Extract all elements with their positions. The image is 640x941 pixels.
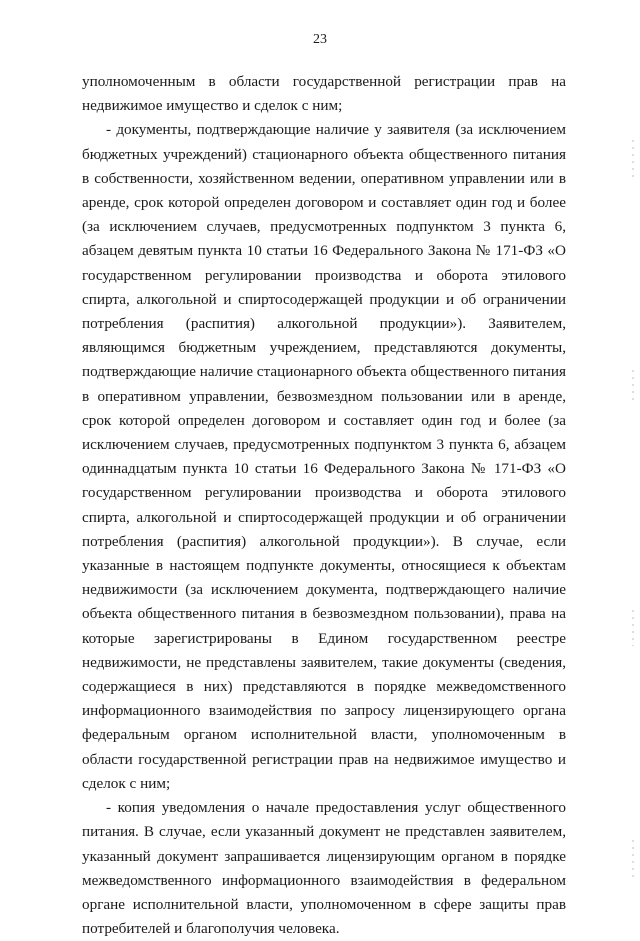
paragraph-continuation: уполномоченным в области государственной регистрации прав на недвижимое имущество и сделок с ним;	[82, 73, 566, 115]
paragraph-documents-list-item: - документы, подтверждающие наличие у заявителя (за исключением бюджетных учреждений) стационарного объекта общественного питания в собственности, хозяйственном ведении, оперативном управлении или в аренде, срок которой определен договором и составляет один год и более (за исключением случаев, предусмотренных подпунктом 3 пункта 6, абзацем девятым пункта 10 статьи 16 Федерального Закона № 171-ФЗ «О государственном регулировании производства и оборота этилового спирта, алкогольной и спиртосодержащей продукции и об ограничении потребления (распития) алкогольной продукции»). Заявителем, являющимся бюджетным учреждением, представляются документы, подтверждающие наличие стационарного объекта общественного питания в оперативном управлении, безвозмездном пользовании или в аренде, срок которой определен договором и составляет один год и более (за исключением случаев, предусмотренных подпунктом 3 пункта 6, абзацем одиннадцатым пункта 10 статьи 16 Федерального Закона № 171-ФЗ «О государственном регулировании производства и оборота этилового спирта, алкогольной и спиртосодержащей продукции и об ограничении потребления (распития) алкогольной продукции»). В случае, если указанные в настоящем подпункте документы, относящиеся к объектам недвижимости (за исключением документа, подтверждающего наличие объекта общественного питания в безвозмездном пользовании), права на которые зарегистрированы в Едином государственном реестре недвижимости, не представлены заявителем, такие документы (сведения, содержащиеся в них) представляются в порядке межведомственного информационного взаимодействия по запросу лицензирующего органа федеральным органом исполнительной власти, уполномоченным в области государственной регистрации прав на недвижимое имущество и сделок с ним;	[82, 121, 566, 792]
scan-edge-artifact	[632, 840, 634, 880]
scan-edge-artifact	[632, 140, 634, 180]
paragraph-notification-copy: - копия уведомления о начале предоставления услуг общественного питания. В случае, если указанный документ не представлен заявителем, указанный документ запрашивается лицензирующим органом в порядке межведомственного информационного взаимодействия в федеральном органе исполнительной власти, уполномоченном в сфере защиты прав потребителей и благополучия человека.	[82, 799, 566, 938]
scan-edge-artifact	[632, 370, 634, 400]
scan-edge-artifact	[632, 610, 634, 646]
page-number: 23	[313, 32, 327, 47]
document-body	[82, 70, 566, 941]
